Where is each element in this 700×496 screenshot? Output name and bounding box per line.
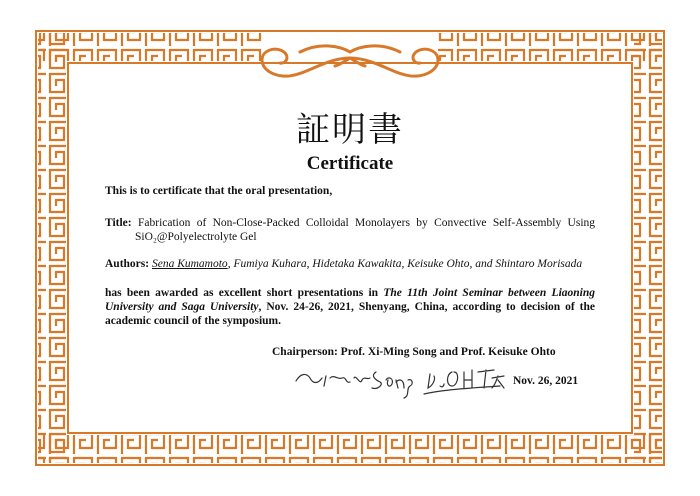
seminar-name: The 11th Joint Seminar between Liaoning University and Saga University [105, 287, 595, 313]
certificate-title: Certificate [306, 153, 394, 174]
work-title-line1 [105, 216, 595, 230]
award-pre-text: has been awarded as excellent short presentations in [105, 287, 384, 299]
chairperson-line: Chairperson: Prof. Xi-Ming Song and Prof. Keisuke Ohto [272, 346, 556, 358]
certificate-title-japanese: 証明書 [296, 110, 404, 150]
intro-text: This is to certificate that the oral presentation, [105, 185, 333, 197]
presenting-author: Sena Kumamoto [151, 258, 228, 270]
coauthors: , Fumiya Kuhara, Hidetaka Kawakita, Keisuke Ohto, and Shintaro Morisada [227, 258, 583, 270]
work-title-label: Title: [105, 217, 132, 229]
signature-xi-ming-song [296, 372, 412, 398]
signature-keisuke-ohto [424, 370, 504, 394]
work-title-line2: SiO₂@Polyelectrolyte Gel [135, 231, 257, 243]
work-title-text: Fabrication of Non-Close-Packed Colloidal Monolayers by Convective Self-Assembly Using [137, 217, 596, 229]
award-post-text: , Nov. 24-26, 2021, Shenyang, China, according to decision of the academic council of the symposium. [105, 301, 596, 327]
work-title-block [105, 216, 595, 244]
scroll-ornament-icon [262, 46, 438, 76]
authors-block [105, 257, 595, 271]
authors-label: Authors: [105, 258, 150, 270]
award-statement [105, 286, 595, 328]
issue-date: Nov. 26, 2021 [513, 375, 579, 387]
